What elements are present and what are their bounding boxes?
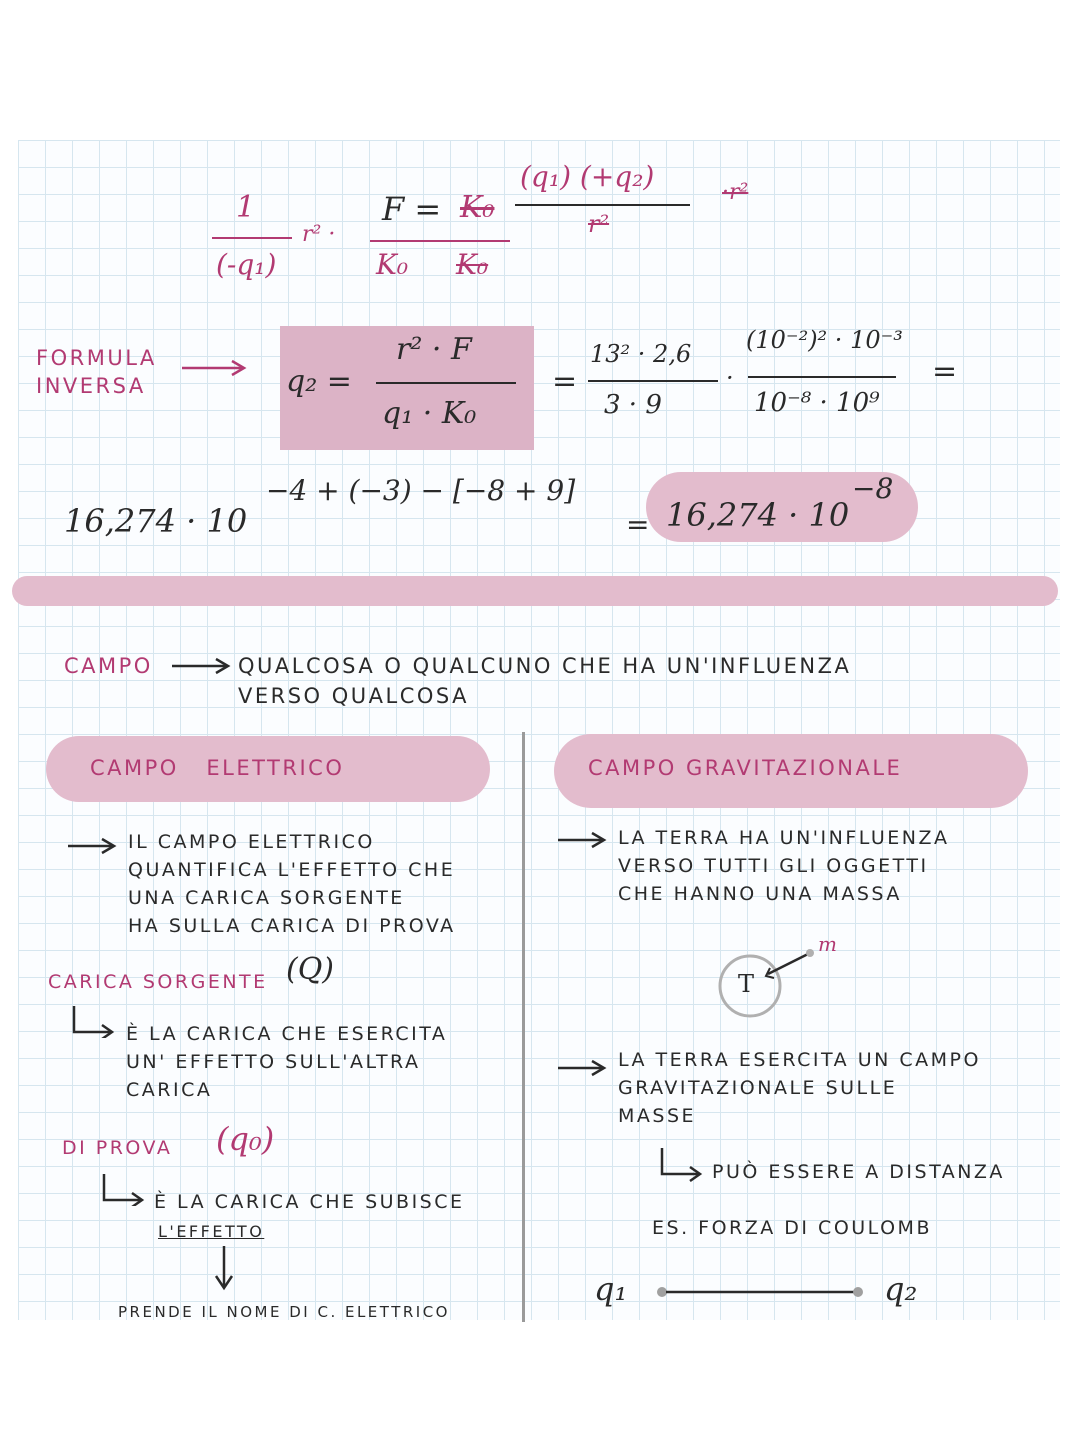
arrow-right-icon [556,1058,610,1078]
cancel-r2: ·r² [722,180,749,205]
section-divider [12,576,1058,606]
grid-paper [18,140,1060,1320]
substitution-numerator: 13² · 2,6 [590,340,692,368]
elettrico-header: CAMPO ELETTRICO [90,756,345,780]
elettrico-desc-line2: QUANTIFICA L'EFFETTO CHE [128,859,456,881]
left-fraction-denominator: (-q₁) [216,248,277,281]
coulomb-lhs: F = [382,190,442,228]
elettrico-desc-line3: UNA CARICA SORGENTE [128,887,405,909]
sorgente-line3: CARICA [126,1079,213,1101]
multiply-dot: · [726,364,734,392]
gravitazionale-desc-line1: LA TERRA HA UN'INFLUENZA [618,827,950,849]
equals-3: = [626,508,650,541]
q2-numerator: r² · F [396,332,472,367]
prova-line2: L'EFFETTO [158,1222,265,1241]
campo-definition-line1: QUALCOSA O QUALCUNO CHE HA UN'INFLUENZA [238,654,852,678]
exponent-expression: −4 + (−3) − [−8 + 9] [266,474,576,507]
coulomb-numerator: (q₁) (+q₂) [520,160,655,193]
power-fraction-line [748,376,896,378]
charge-line [654,1282,874,1302]
coulomb-denominator: r² [588,210,610,238]
prova-label: DI PROVA [62,1137,173,1159]
divide-line [370,240,510,242]
esempio-text: ES. FORZA DI COULOMB [652,1217,932,1239]
mass-label: m [818,932,837,956]
prova-symbol: (q₀) [216,1120,275,1158]
prova-line1: È LA CARICA CHE SUBISCE [154,1191,465,1213]
q2-label: q₂ [884,1270,918,1308]
arrow-right-icon [556,830,610,850]
gravitazionale-desc2-line1: LA TERRA ESERCITA UN CAMPO [618,1049,981,1071]
result-base: 16,274 · 10 [64,502,248,540]
sorgente-line2: UN' EFFETTO SULL'ALTRA [126,1051,421,1073]
q2-denominator: q₁ · K₀ [382,396,477,431]
distanza-text: PUÒ ESSERE A DISTANZA [712,1161,1005,1183]
gravitazionale-desc-line3: CHE HANNO UNA MASSA [618,883,902,905]
sorgente-symbol: (Q) [286,952,335,987]
column-divider [522,732,525,1322]
campo-label: CAMPO [64,654,153,678]
q2-fraction-line [376,382,516,384]
divide-k-left: K₀ [376,248,409,281]
arrow-right-icon [180,358,250,378]
coulomb-fraction-line [515,204,690,206]
divide-k-right: K₀ [456,248,489,281]
mass-dot [806,949,814,957]
corner-arrow-icon [658,1146,708,1182]
left-fraction-line [212,237,292,239]
gravity-line [768,954,808,974]
substitution-denominator: 3 · 9 [604,390,662,420]
sorgente-label: CARICA SORGENTE [48,971,268,993]
r2-factor: r² · [302,222,336,247]
result-final: 16,274 · 10 [666,496,850,534]
gravitazionale-desc2-line2: GRAVITAZIONALE SULLE [618,1077,898,1099]
substitution-fraction-line [588,380,718,382]
equals-1: = [552,364,578,399]
arrow-down-icon [212,1244,236,1294]
gravitazionale-header: CAMPO GRAVITAZIONALE [588,756,903,780]
arrow-right-icon [66,836,120,856]
inverse-label-line1: FORMULA [36,346,157,370]
power-denominator: 10⁻⁸ · 10⁹ [754,388,880,418]
campo-definition-line2: VERSO QUALCOSA [238,684,470,708]
power-numerator: (10⁻²)² · 10⁻³ [746,326,903,354]
prende-text: PRENDE IL NOME DI C. ELETTRICO [118,1303,450,1321]
corner-arrow-icon [100,1172,150,1206]
elettrico-desc-line1: IL CAMPO ELETTRICO [128,831,375,853]
corner-arrow-icon [70,1004,120,1038]
left-fraction-numerator: 1 [236,190,256,225]
q2-lhs: q₂ = [286,364,352,399]
arrow-right-icon [170,656,234,676]
elettrico-desc-line4: HA SULLA CARICA DI PROVA [128,915,456,937]
earth-label: T [738,970,755,998]
sorgente-line1: È LA CARICA CHE ESERCITA [126,1023,448,1045]
coulomb-k: K₀ [460,190,495,225]
q1-label: q₁ [594,1270,628,1308]
gravitazionale-desc2-line3: MASSE [618,1105,697,1127]
gravitazionale-desc-line2: VERSO TUTTI GLI OGGETTI [618,855,929,877]
equals-2: = [932,354,958,389]
result-exponent: −8 [852,472,894,505]
inverse-label-line2: INVERSA [36,374,146,398]
